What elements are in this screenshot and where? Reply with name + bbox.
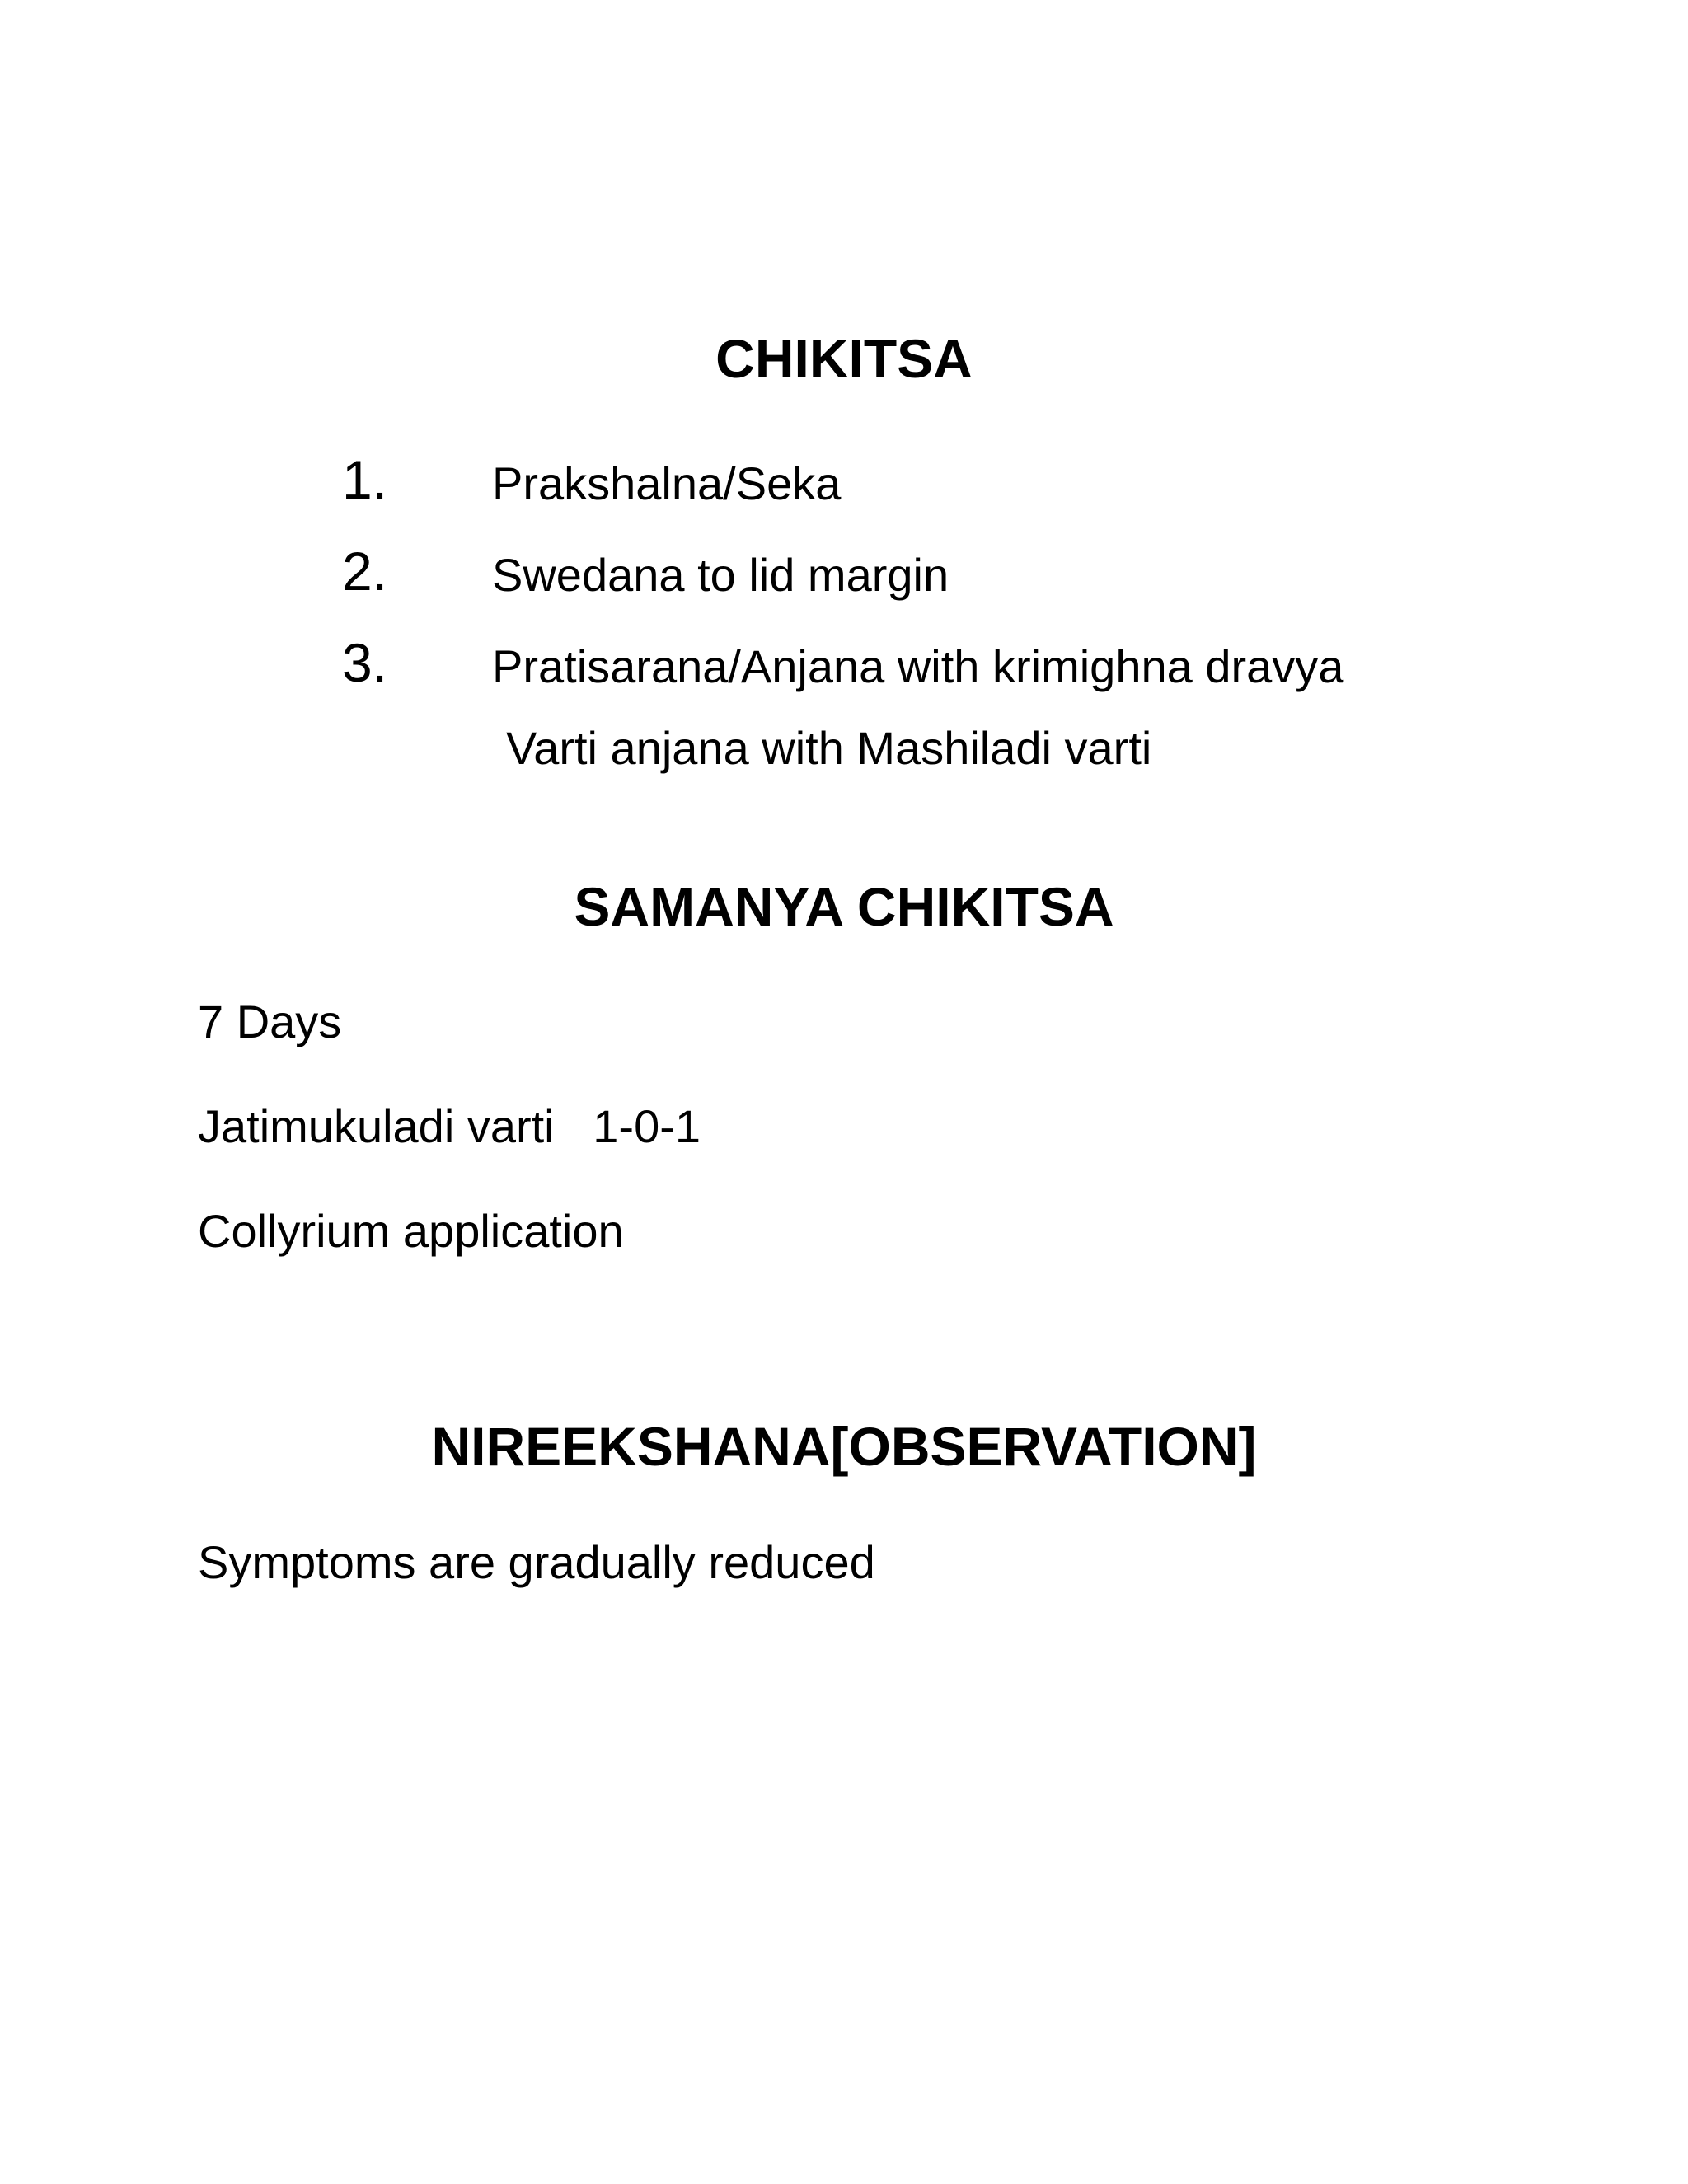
observation-text: Symptoms are gradually reduced [198,1536,875,1588]
list-number: 2. [342,541,388,602]
list-continuation-text: Varti anjana with Mashiladi varti [506,722,1152,774]
list-item-text: Pratisarana/Anjana with krimighna dravya [492,640,1344,692]
list-item-text: Swedana to lid margin [492,549,950,601]
chikitsa-heading: CHIKITSA [715,328,973,389]
duration-text: 7 Days [198,996,342,1047]
list-number: 1. [342,449,388,510]
list-item [0,447,1688,521]
application-text: Collyrium application [198,1205,624,1257]
medicine-dosage-text: Jatimukuladi varti 1-0-1 [198,1100,701,1152]
list-item-text: Prakshalna/Seka [492,457,842,509]
list-item [0,538,1688,612]
list-number: 3. [342,632,388,693]
nireekshana-heading: NIREEKSHANA[OBSERVATION] [431,1416,1257,1477]
list-item [0,630,1688,704]
samanya-chikitsa-heading: SAMANYA CHIKITSA [574,876,1114,937]
